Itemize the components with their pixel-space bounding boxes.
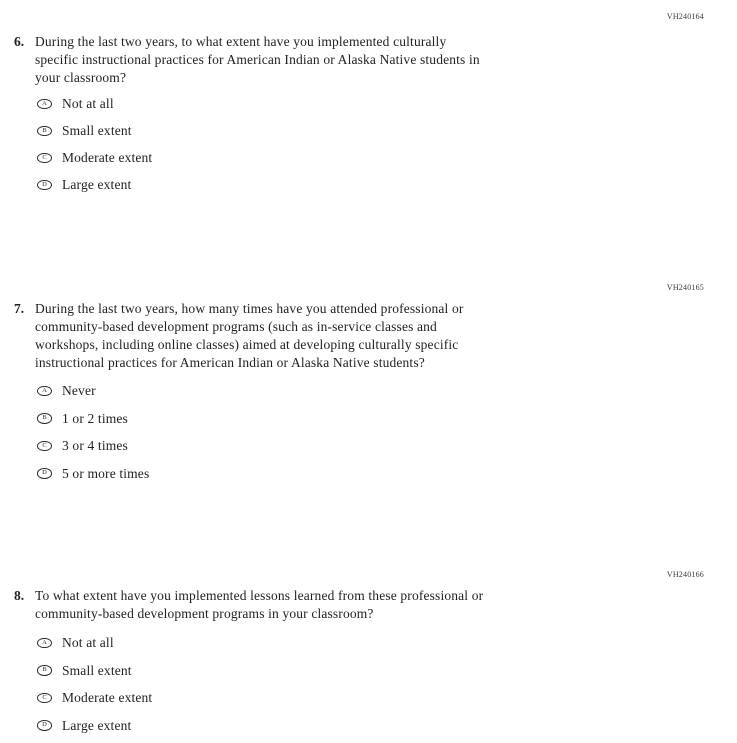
question-text	[35, 587, 737, 623]
option-label: Never	[62, 383, 96, 398]
option-bubble[interactable]: C	[37, 693, 52, 704]
answer-option[interactable]	[37, 439, 737, 453]
option-bubble[interactable]: D	[37, 468, 52, 479]
question-code: VH240165	[666, 283, 704, 292]
option-label: Large extent	[62, 717, 132, 733]
option-bubble[interactable]: C	[37, 441, 52, 452]
answer-option[interactable]	[37, 178, 737, 192]
option-bubble[interactable]: A	[37, 638, 52, 649]
option-bubble[interactable]: A	[37, 386, 52, 397]
question-text-line: instructional practices for American Indian or Alaska Native students?	[35, 355, 425, 370]
option-label: Small extent	[62, 662, 132, 678]
answer-option[interactable]	[37, 384, 737, 398]
option-label: 5 or more times	[62, 465, 150, 481]
question-text-line: During the last two years, how many times have you attended professional or	[35, 301, 464, 316]
question-number: 7.	[14, 301, 25, 316]
question-number: 6.	[14, 34, 25, 49]
question-text-line: specific instructional practices for American Indian or Alaska Native students in	[35, 52, 480, 67]
question-6-section	[0, 12, 737, 205]
answer-option[interactable]	[37, 151, 737, 165]
question-text-line: community-based development programs in your classroom?	[35, 606, 374, 621]
question-code: VH240164	[666, 12, 704, 21]
answer-option[interactable]	[37, 691, 737, 705]
option-label: Not at all	[62, 96, 114, 111]
answer-options	[37, 384, 737, 481]
question-text-line: workshops, including online classes) aimed at developing culturally specific	[35, 337, 459, 352]
option-bubble[interactable]: B	[37, 413, 52, 424]
answer-option[interactable]	[37, 97, 737, 111]
answer-option[interactable]	[37, 664, 737, 678]
question-number: 8.	[14, 588, 25, 603]
option-label: 3 or 4 times	[62, 438, 128, 453]
option-label: Moderate extent	[62, 150, 153, 165]
question-text	[35, 33, 737, 87]
question-text-line: During the last two years, to what extent have you implemented culturally	[35, 34, 447, 49]
answer-option[interactable]	[37, 467, 737, 481]
answer-options	[37, 97, 737, 192]
question-text-line: community-based development programs (such as in-service classes and	[35, 319, 437, 334]
question-7-section	[0, 283, 737, 494]
option-bubble[interactable]: A	[37, 99, 52, 110]
option-bubble[interactable]: B	[37, 126, 52, 137]
question-block	[0, 300, 737, 372]
question-text-line: your classroom?	[35, 70, 127, 85]
answer-option[interactable]	[37, 636, 737, 650]
option-bubble[interactable]: D	[37, 720, 52, 731]
question-block	[0, 587, 737, 623]
answer-options	[37, 636, 737, 733]
question-8-section	[0, 570, 737, 743]
question-text-line: To what extent have you implemented lessons learned from these professional or	[35, 588, 484, 603]
option-label: Not at all	[62, 635, 114, 650]
option-label: Moderate extent	[62, 690, 153, 705]
option-bubble[interactable]: D	[37, 180, 52, 191]
option-label: Large extent	[62, 177, 132, 192]
option-label: Small extent	[62, 123, 132, 138]
answer-option[interactable]	[37, 124, 737, 138]
option-label: 1 or 2 times	[62, 410, 128, 426]
question-block	[0, 33, 737, 87]
question-code: VH240166	[666, 570, 704, 579]
option-bubble[interactable]: C	[37, 153, 52, 164]
option-bubble[interactable]: B	[37, 665, 52, 676]
answer-option[interactable]	[37, 719, 737, 733]
answer-option[interactable]	[37, 412, 737, 426]
question-text	[35, 300, 737, 372]
